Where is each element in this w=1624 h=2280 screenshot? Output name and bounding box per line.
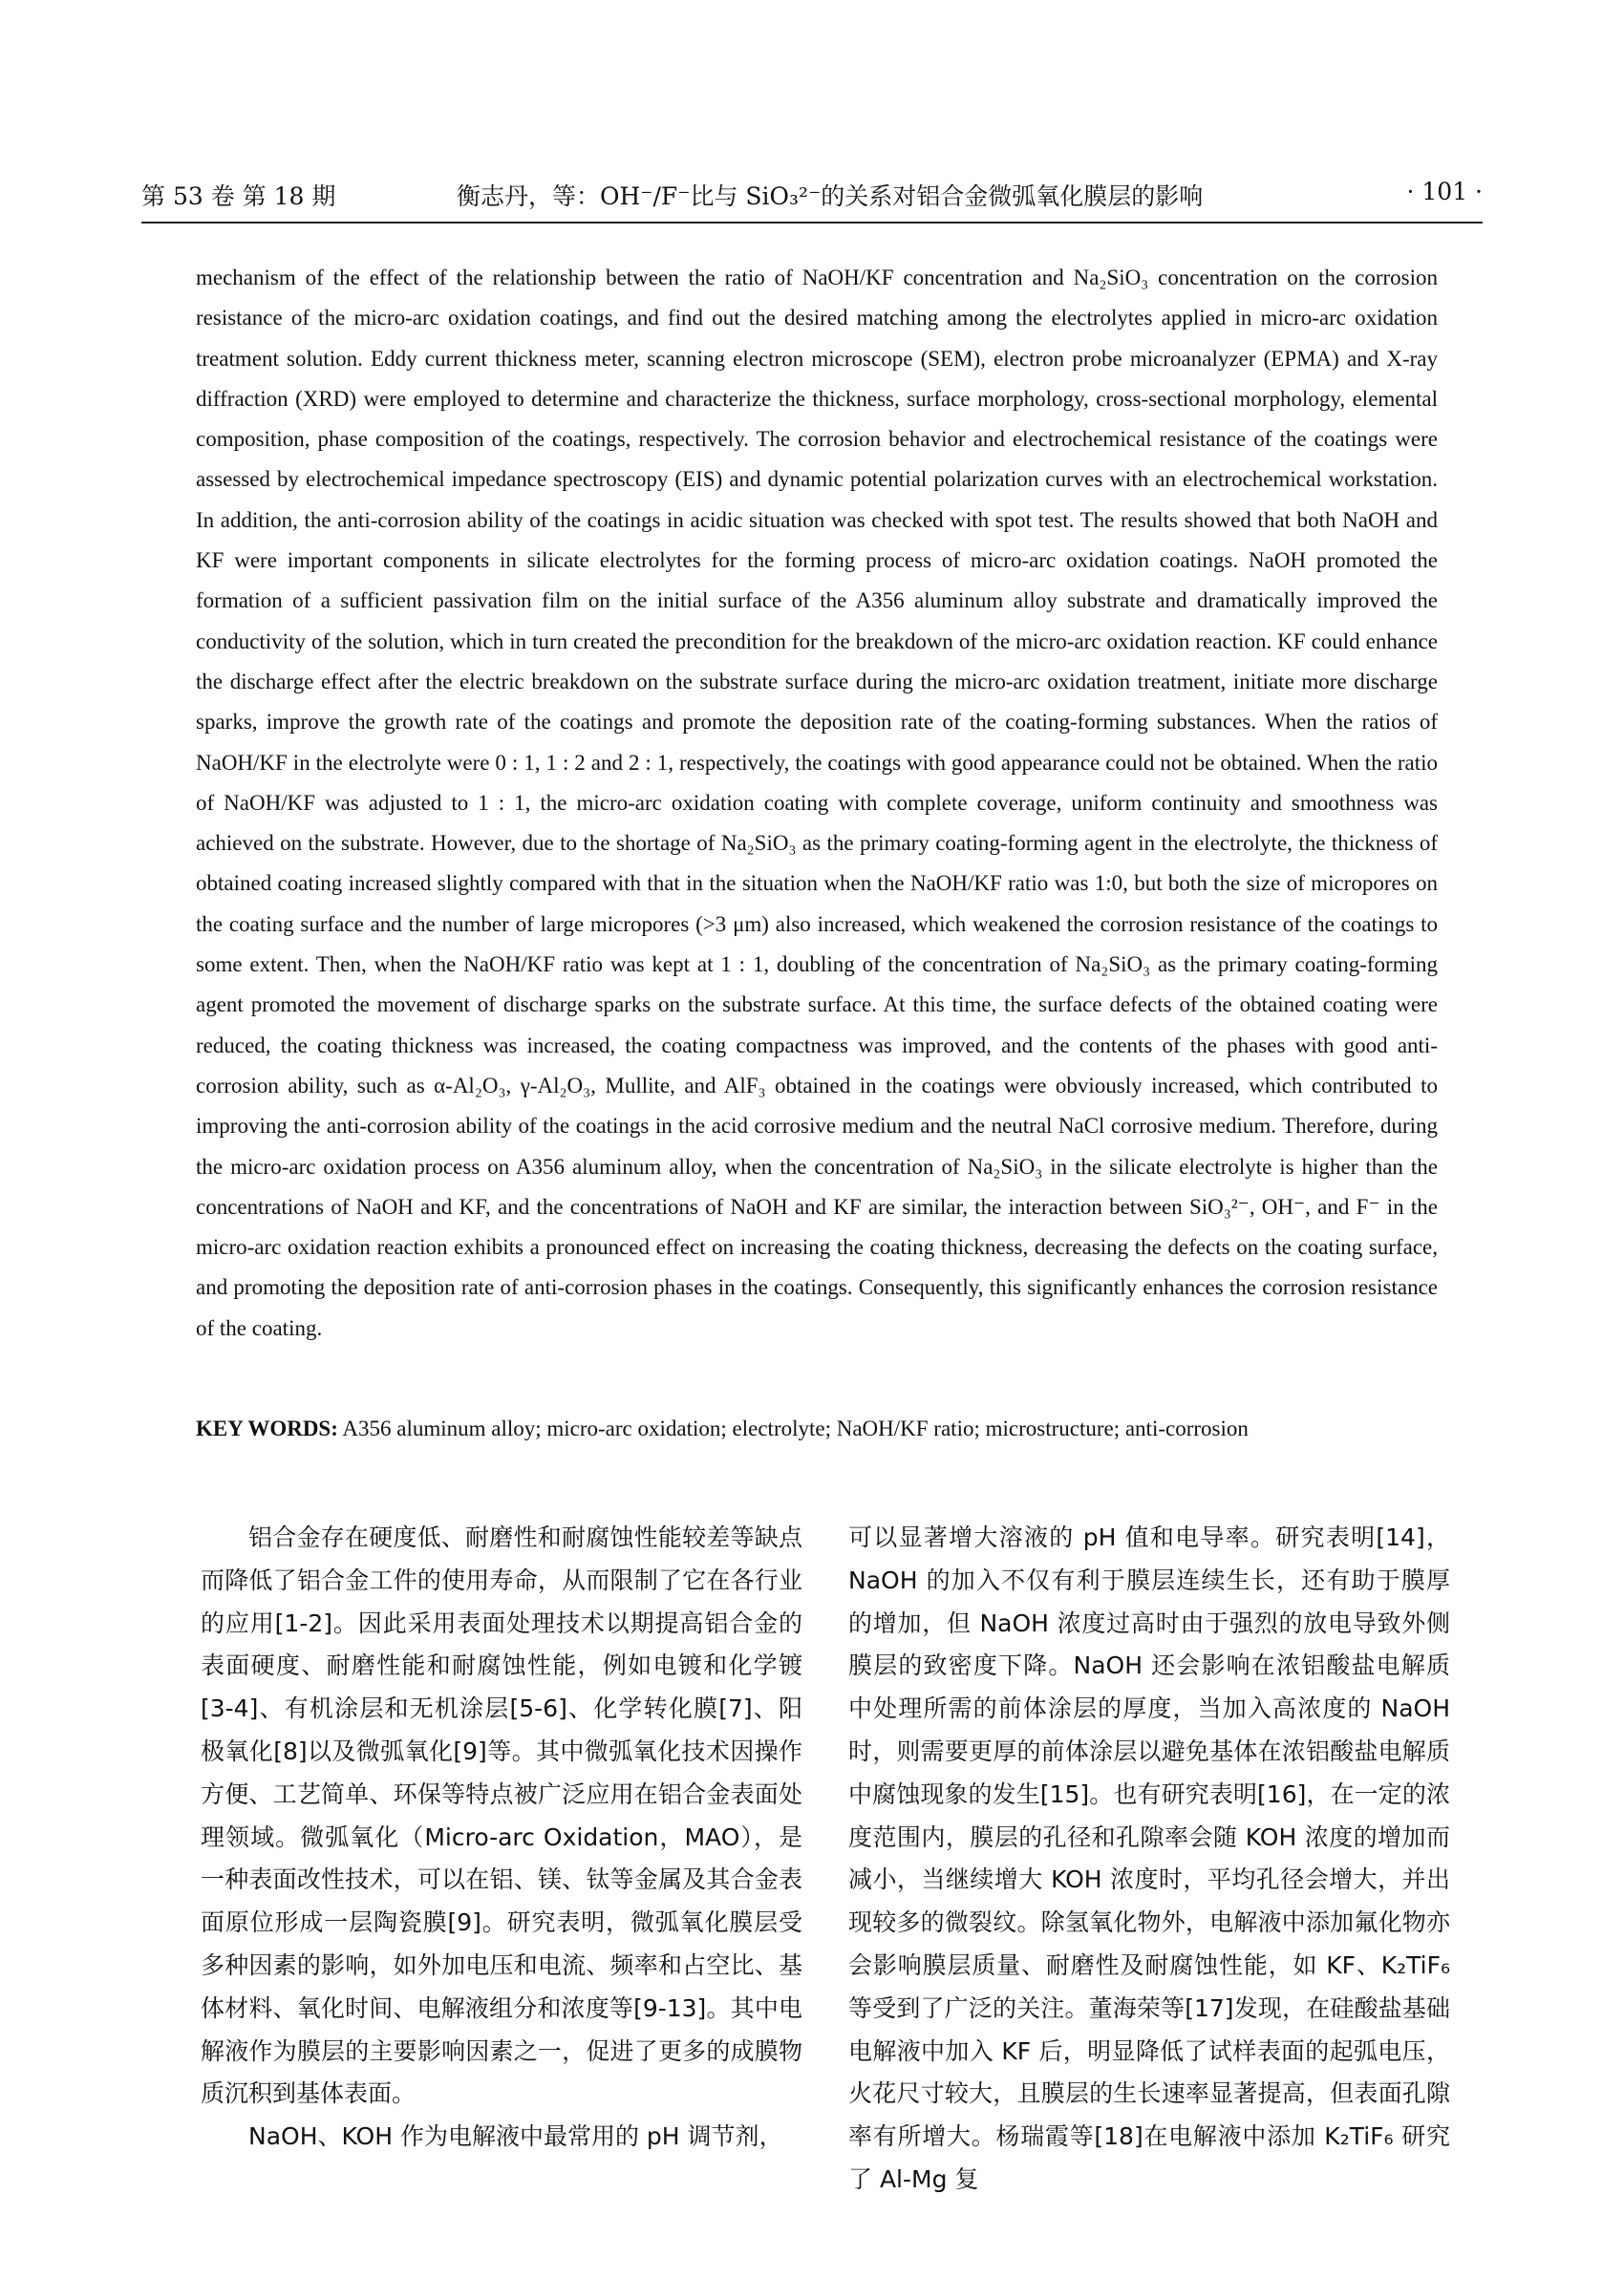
body-column-left: [201, 1517, 802, 2159]
abstract-text: mechanism of the effect of the relationship between the ratio of NaOH/KF concentration and Na₂SiO₃ concentration on the corrosion resistance of the micro-arc oxidation coatings, and find out the desired matching among the electrolytes applied in micro-arc oxidation treatment solution. Eddy current thickness meter, scanning electron microscope (SEM), electron probe microanalyzer (EPMA) and X-ray diffraction (XRD) were employed to determine and characterize the thickness, surface morphology, cross-sectional morphology, elemental composition, phase composition of the coatings, respectively. The corrosion behavior and electrochemical resistance of the coatings were assessed by electrochemical impedance spectroscopy (EIS) and dynamic potential polarization curves with an electrochemical workstation. In addition, the anti-corrosion ability of the coatings in acidic situation was checked with spot test. The results showed that both NaOH and KF were important components in silicate electrolytes for the forming process of micro-arc oxidation coatings. NaOH promoted the formation of a sufficient passivation film on the initial surface of the A356 aluminum alloy substrate and dramatically improved the conductivity of the solution, which in turn created the precondition for the breakdown of the micro-arc oxidation reaction. KF could enhance the discharge effect after the electric breakdown on the substrate surface during the micro-arc oxidation treatment, initiate more discharge sparks, improve the growth rate of the coatings and promote the deposition rate of the coating-forming substances. When the ratios of NaOH/KF in the electrolyte were 0 : 1, 1 : 2 and 2 : 1, respectively, the coatings with good appearance could not be obtained. When the ratio of NaOH/KF was adjusted to 1 : 1, the micro-arc oxidation coating with complete coverage, uniform continuity and smoothness was achieved on the substrate. However, due to the shortage of Na₂SiO₃ as the primary coating-forming agent in the electrolyte, the thickness of obtained coating increased slightly compared with that in the situation when the NaOH/KF ratio was 1:0, but both the size of micropores on the coating surface and the number of large micropores (>3 μm) also increased, which weakened the corrosion resistance of the coatings to some extent. Then, when the NaOH/KF ratio was kept at 1 : 1, doubling of the concentration of Na₂SiO₃ as the primary coating-forming agent promoted the movement of discharge sparks on the substrate surface. At this time, the surface defects of the obtained coating were reduced, the coating thickness was increased, the coating compactness was improved, and the contents of the phases with good anti-corrosion ability, such as α-Al₂O₃, γ-Al₂O₃, Mullite, and AlF₃ obtained in the coatings were obviously increased, which contributed to improving the anti-corrosion ability of the coatings in the acid corrosive medium and the neutral NaCl corrosive medium. Therefore, during the micro-arc oxidation process on A356 aluminum alloy, when the concentration of Na₂SiO₃ in the silicate electrolyte is higher than the concentrations of NaOH and KF, and the concentrations of NaOH and KF are similar, the interaction between SiO₃²⁻, OH⁻, and F⁻ in the micro-arc oxidation reaction exhibits a pronounced effect on increasing the coating thickness, decreasing the defects on the coating surface, and promoting the deposition rate of anti-corrosion phases in the coatings. Consequently, this significantly enhances the corrosion resistance of the coating.: [196, 266, 1438, 1340]
page-number: · 101 ·: [1406, 178, 1483, 205]
keywords-text: A356 aluminum alloy; micro-arc oxidation; electrolyte; NaOH/KF ratio; microstructure; anti-corrosion: [337, 1417, 1249, 1440]
running-header: [141, 178, 1483, 220]
body-column-right: [848, 1517, 1450, 2202]
english-abstract: [196, 258, 1438, 1349]
volume-issue: 第 53 卷 第 18 期: [141, 182, 336, 210]
body-paragraph: 铝合金存在硬度低、耐磨性和耐腐蚀性能较差等缺点而降低了铝合金工件的使用寿命，从而限制了它在各行业的应用[1-2]。因此采用表面处理技术以期提高铝合金的表面硬度、耐磨性能和耐腐蚀性能，例如电镀和化学镀[3-4]、有机涂层和无机涂层[5-6]、化学转化膜[7]、阳极氧化[8]以及微弧氧化[9]等。其中微弧氧化技术因操作方便、工艺简单、环保等特点被广泛应用在铝合金表面处理领域。微弧氧化（Micro-arc Oxidation，MAO），是一种表面改性技术，可以在铝、镁、钛等金属及其合金表面原位形成一层陶瓷膜[9]。研究表明，微弧氧化膜层受多种因素的影响，如外加电压和电流、频率和占空比、基体材料、氧化时间、电解液组分和浓度等[9-13]。其中电解液作为膜层的主要影响因素之一，促进了更多的成膜物质沉积到基体表面。: [201, 1524, 802, 2108]
keywords-label: KEY WORDS:: [196, 1417, 338, 1440]
running-title: 衡志丹，等：OH⁻/F⁻比与 SiO₃²⁻的关系对铝合金微弧氧化膜层的影响: [457, 182, 1204, 210]
keywords: [196, 1410, 1438, 1448]
header-rule: [141, 222, 1483, 224]
body-paragraph: 可以显著增大溶液的 pH 值和电导率。研究表明[14]，NaOH 的加入不仅有利于膜层连续生长，还有助于膜厚的增加，但 NaOH 浓度过高时由于强烈的放电导致外侧膜层的致密度下降。NaOH 还会影响在浓铝酸盐电解质中处理所需的前体涂层的厚度，当加入高浓度的 NaOH 时，则需要更厚的前体涂层以避免基体在浓铝酸盐电解质中腐蚀现象的发生[15]。也有研究表明[16]，在一定的浓度范围内，膜层的孔径和孔隙率会随 KOH 浓度的增加而减小，当继续增大 KOH 浓度时，平均孔径会增大，并出现较多的微裂纹。除氢氧化物外，电解液中添加氟化物亦会影响膜层质量、耐磨性及耐腐蚀性能，如 KF、K₂TiF₆ 等受到了广泛的关注。董海荣等[17]发现，在硅酸盐基础电解液中加入 KF 后，明显降低了试样表面的起弧电压，火花尺寸较大，且膜层的生长速率显著提高，但表面孔隙率有所增大。杨瑞霞等[18]在电解液中添加 K₂TiF₆ 研究了 Al-Mg 复: [848, 1524, 1450, 2193]
body-paragraph: NaOH、KOH 作为电解液中最常用的 pH 调节剂，: [248, 2122, 783, 2151]
